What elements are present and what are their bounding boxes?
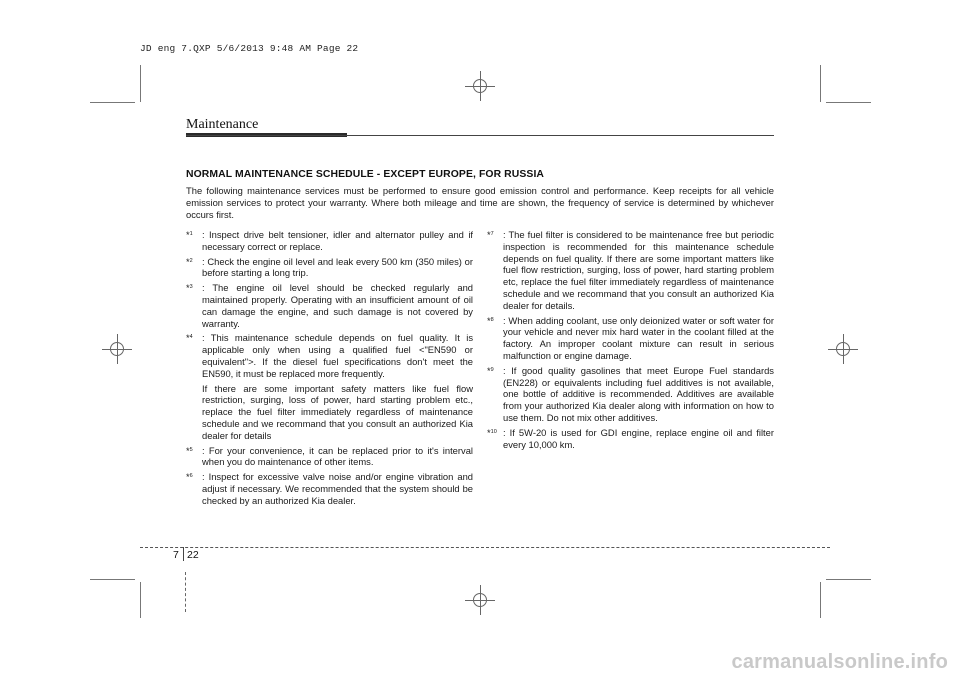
footnote-9: *$^9$ : If good quality gasolines that meet Europe Fuel standards (EN228) or equivalents including fuel additives is not available, one bottle of additive is recommended. Additives are available from your authorized Kia dealer along with information on how to use them. Do not mix other additives. xyxy=(487,364,774,423)
registration-mark-left xyxy=(102,334,132,364)
footnote-marker: *$^4$ xyxy=(186,332,193,344)
footnote-marker: *$^{10}$ xyxy=(487,426,497,438)
registration-mark-right xyxy=(828,334,858,364)
watermark-text: carmanualsonline.info xyxy=(731,651,948,673)
registration-mark-top xyxy=(465,71,495,101)
notes-column-left xyxy=(186,229,473,510)
page-number: 22 xyxy=(187,549,199,561)
footnote-10: *$^{10}$ : If 5W-20 is used for GDI engine, replace engine oil and filter every 10,000 km. xyxy=(487,426,774,450)
crop-mark xyxy=(90,579,135,580)
footnote-marker: *$^2$ xyxy=(186,255,193,267)
footnote-8: *$^8$ : When adding coolant, use only deionized water or soft water for your vehicle and never mix hard water in the coolant filled at the factory. An improper coolant mixture can result in serious malfunction or engine damage. xyxy=(487,314,774,361)
registration-mark-bottom xyxy=(465,585,495,615)
footnote-marker: *$^6$ xyxy=(186,471,193,483)
chapter-number: 7 xyxy=(173,549,179,561)
footnote-marker: *$^8$ xyxy=(487,314,494,326)
crop-mark xyxy=(820,65,821,102)
footnote-6: *$^6$ : Inspect for excessive valve noise and/or engine vibration and adjust if necessary. We recommended that the system should be checked by an authorized Kia dealer. xyxy=(186,471,473,506)
footer-divider xyxy=(183,547,184,561)
footnote-4-continuation: If there are some important safety matters like fuel flow restriction, surging, loss of power, hard starting problem etc., replace the fuel filter immediately regardless of maintenance schedule and we recommand that you consult an authorized Kia dealer for details xyxy=(202,382,473,441)
crop-mark xyxy=(140,582,141,618)
header-rule xyxy=(186,135,774,136)
footnote-2: *$^2$ : Check the engine oil level and leak every 500 km (350 miles) or before starting a long trip. xyxy=(186,255,473,279)
fold-mark xyxy=(185,572,186,612)
crop-mark xyxy=(820,582,821,618)
crop-mark xyxy=(140,65,141,102)
crop-mark xyxy=(826,579,871,580)
intro-paragraph: The following maintenance services must be performed to ensure good emission control and performance. Keep receipts for all vehicle emission services to protect your warranty. Where both mileage and time are shown, the frequency of service is determined by whichever occurs first. xyxy=(186,185,774,220)
footnote-marker: *$^1$ xyxy=(186,229,193,240)
page-heading: NORMAL MAINTENANCE SCHEDULE - EXCEPT EUROPE, FOR RUSSIA xyxy=(186,169,545,180)
footnote-3: *$^3$ : The engine oil level should be checked regularly and maintained properly. Operating with an insufficient amount of oil can damage the engine, and such damage is not covered by warranty. xyxy=(186,282,473,329)
footnote-marker: *$^5$ xyxy=(186,444,193,456)
footnote-marker: *$^3$ xyxy=(186,282,193,294)
footnote-marker: *$^7$ xyxy=(487,229,494,240)
footnote-marker: *$^9$ xyxy=(487,364,494,376)
footer-rule xyxy=(140,547,830,548)
footnote-5: *$^5$ : For your convenience, it can be replaced prior to it's interval when you do maintenance of other items. xyxy=(186,444,473,468)
section-title: Maintenance xyxy=(186,117,259,132)
crop-mark xyxy=(826,102,871,103)
print-slug: JD eng 7.QXP 5/6/2013 9:48 AM Page 22 xyxy=(140,43,359,54)
footnote-4: *$^4$ : This maintenance schedule depends on fuel quality. It is applicable only when using a qualified fuel <"EN590 or equivalent">. If the diesel fuel specifications don't meet the EN590, it must be replaced more frequently. If there are some important safety matters like fuel flow restriction, surging, loss of power, hard starting problem etc., replace the fuel filter immediately regardless of maintenance schedule and we recommand that you consult an authorized Kia dealer for details xyxy=(186,332,474,441)
crop-mark xyxy=(90,102,135,103)
footnote-1: *$^1$ : Inspect drive belt tensioner, idler and alternator pulley and if necessary correct or replace. xyxy=(186,229,474,252)
notes-column-right xyxy=(487,229,774,453)
footnote-7: *$^7$ : The fuel filter is considered to be maintenance free but periodic inspection is recommended for this maintenance schedule depends on fuel quality. If there are some important matters like fuel flow restriction, surging, loss of power, hard starting problem etc, replace the fuel filter immediately regardless of maintenance schedule and we recommand that you consult an authorized Kia dealer for details. xyxy=(487,229,774,311)
